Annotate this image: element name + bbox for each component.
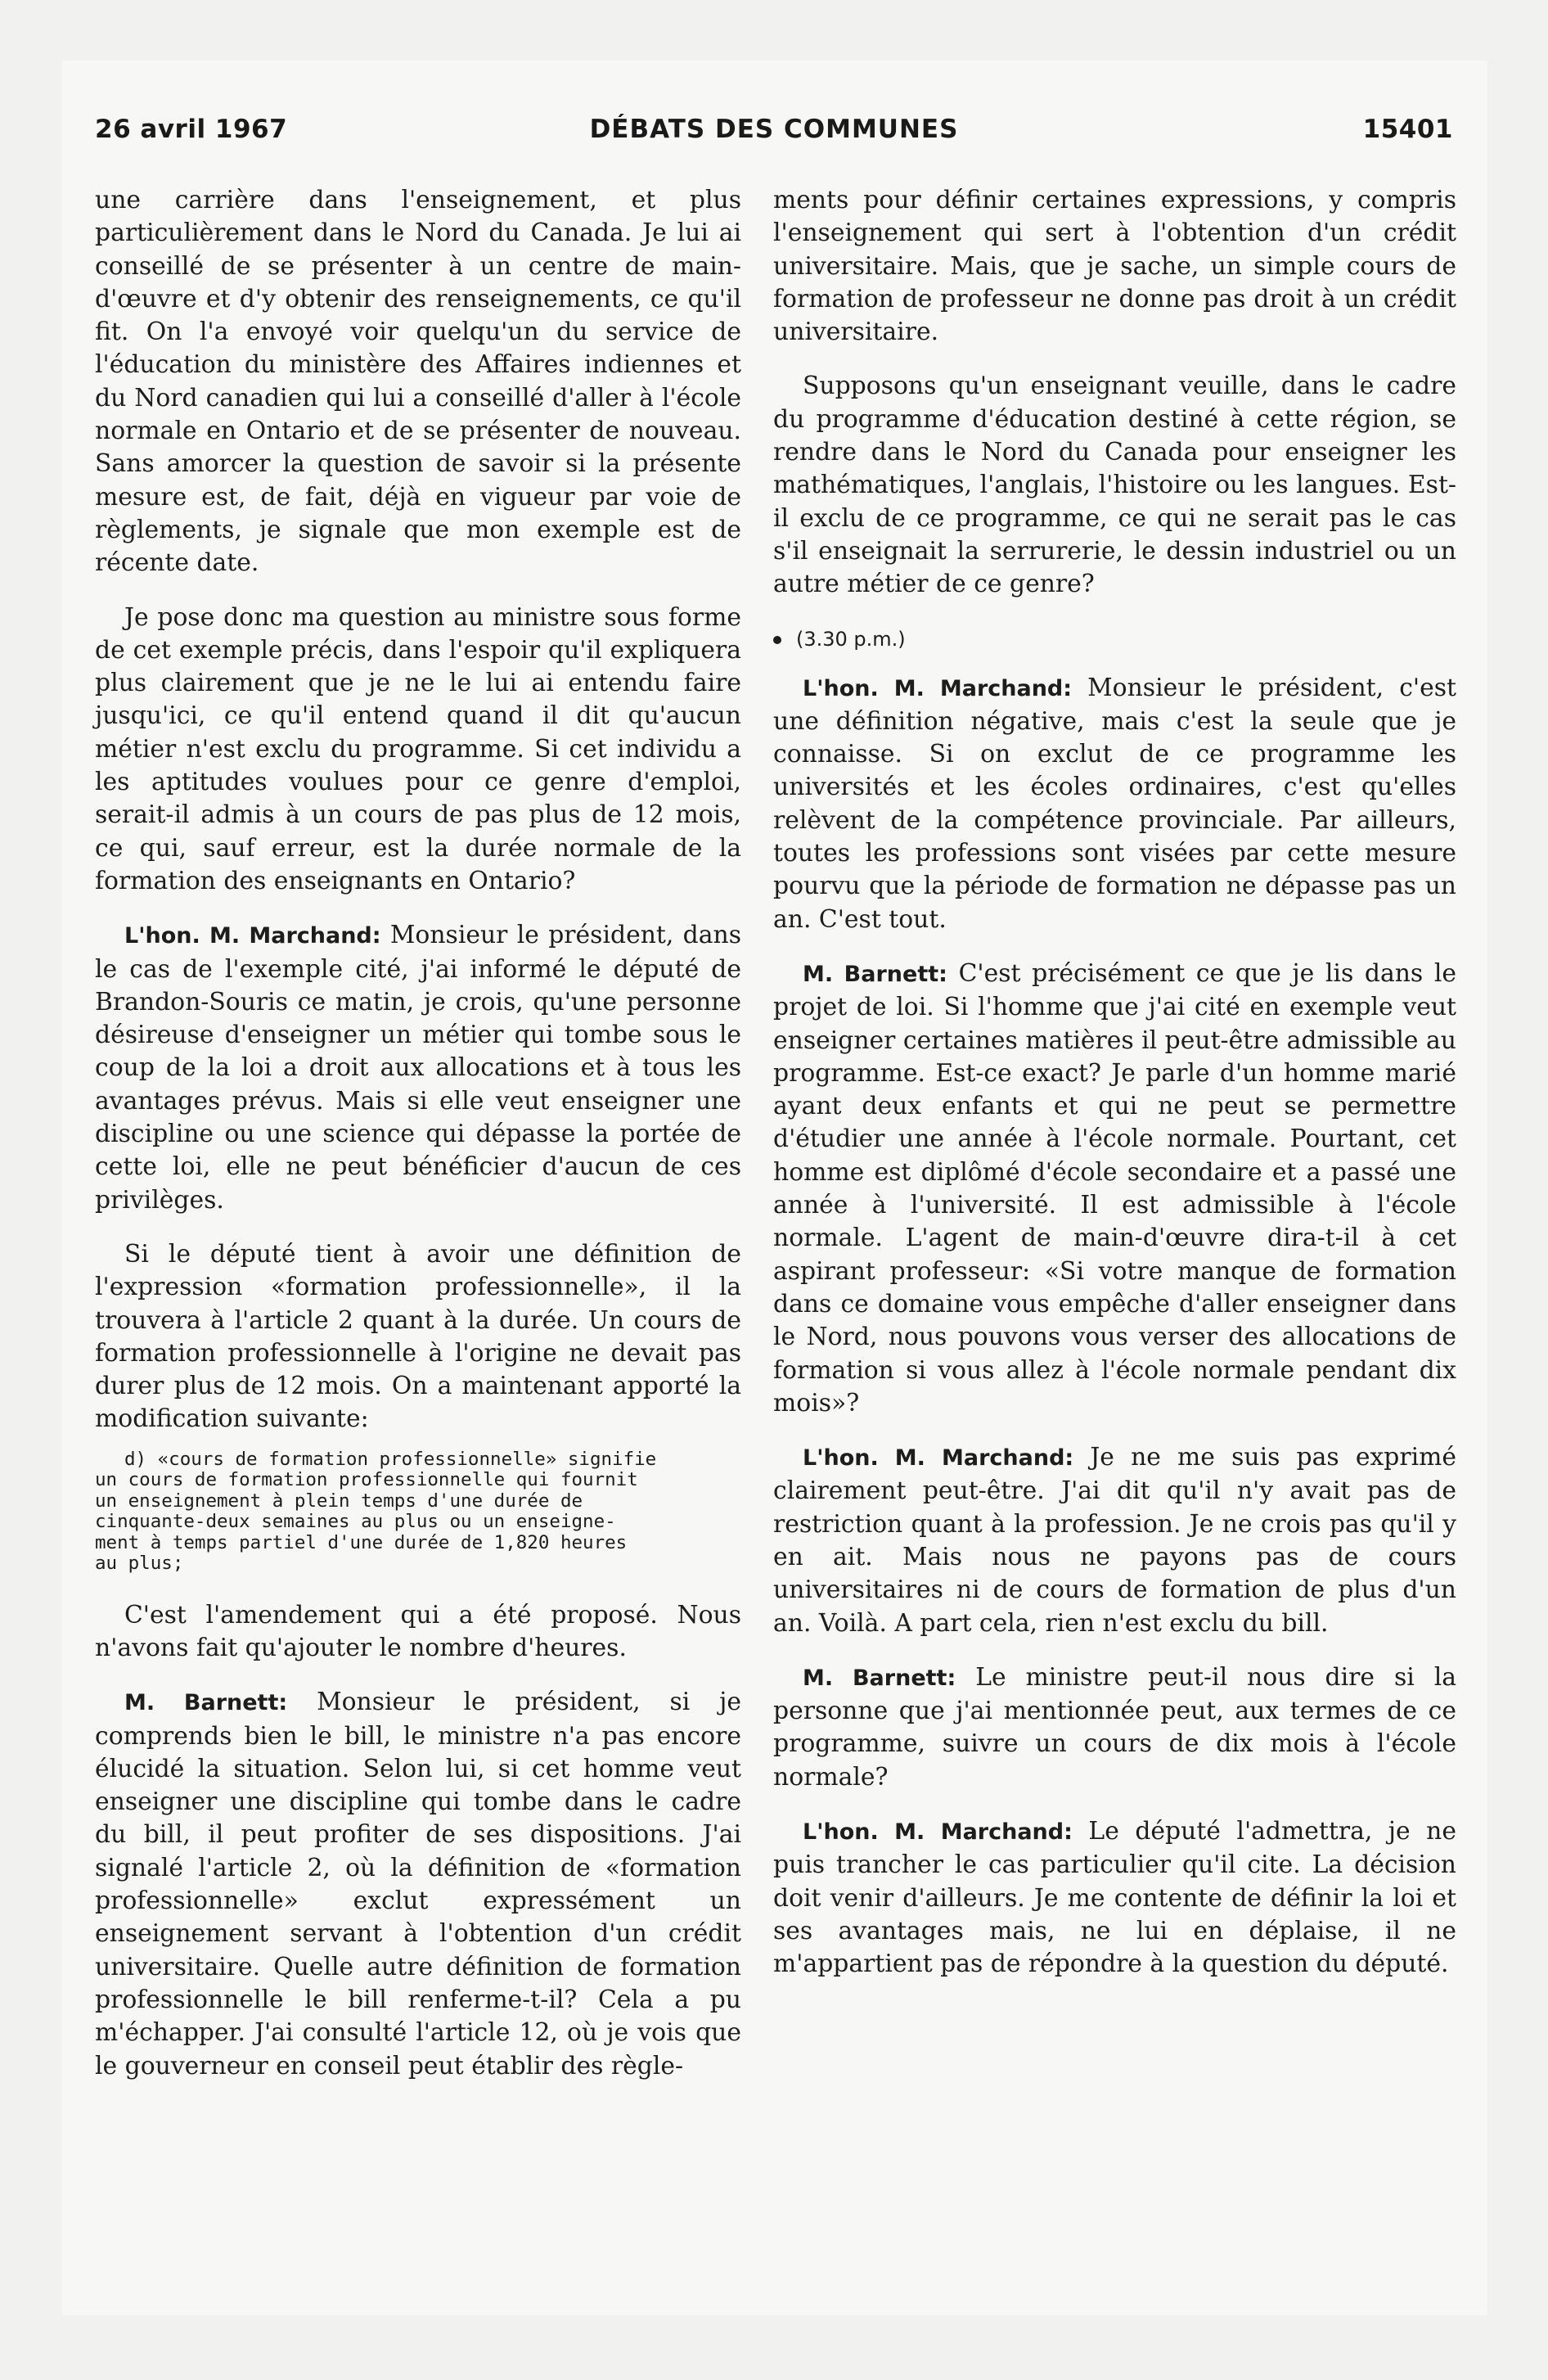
- bullet-icon: [773, 636, 781, 644]
- paragraph: une carrière dans l'enseignement, et plus particulièrement dans le Nord du Canada. Je lui ai conseillé de se présenter à un centre de main-d'œuvre et d'y obtenir des renseignements, ce qu'il fit. On l'a envoyé voir quelqu'un du service de l'éducation du ministère des Affaires indiennes et du Nord canadien qui lui a conseillé d'aller à l'école normale en Ontario et de se présenter de nouveau. Sans amorcer la question de savoir si la présente mesure est, de fait, déjà en vigueur par voie de règlements, je signale que mon exemple est de récente date.: [95, 186, 741, 578]
- speaker-name: L'hon. M. Marchand:: [803, 1445, 1074, 1472]
- left-column: [95, 184, 741, 2104]
- speech-text: Monsieur le président, si je comprends bien le bill, le ministre n'a pas encore élucidé la situation. Selon lui, si cet homme veut enseigner une discipline qui tombe dans le cadre du bill, il peut profiter de ses dispositions. J'ai signalé l'article 2, où la définition de «formation professionnelle» exclut expressément un enseignement servant à l'obtention d'un crédit universitaire. Quelle autre définition de formation professionnelle le bill renferme-t-il? Cela a pu m'échapper. J'ai consulté l'article 12, où je vois que le gouverneur en conseil peut établir des règle-: [95, 1688, 742, 2080]
- header-title: DÉBATS DES COMMUNES: [589, 115, 959, 144]
- paragraph: [773, 1441, 1456, 1640]
- quote-line: au plus;: [95, 1553, 184, 1575]
- paragraph: [95, 919, 741, 1217]
- paragraph: [773, 1815, 1456, 1981]
- quote-line: cinquante-deux semaines au plus ou un enseigne-: [95, 1511, 616, 1533]
- quote-line: d) «cours de formation professionnelle» signifie: [124, 1448, 657, 1470]
- page-header: [95, 115, 1453, 154]
- paragraph: Si le député tient à avoir une définition de l'expression «formation professionnelle», il la trouvera à l'article 2 quant à la durée. Un cours de formation professionnelle à l'origine ne devait pas durer plus de 12 mois. On a maintenant apporté la modification suivante:: [95, 1239, 741, 1434]
- speech-text: C'est précisément ce que je lis dans le projet de loi. Si l'homme que j'ai cité en exemple veut enseigner certaines matières il peut-être admissible au programme. Est-ce exact? Je parle d'un homme marié ayant deux enfants et qui ne peut se permettre d'étudier une année à l'école normale. Pourtant, cet homme est diplômé d'école secondaire et a passé une année à l'université. Il est admissible à l'école normale. L'agent de main-d'œuvre dira-t-il à cet aspirant professeur: «Si votre manque de formation dans ce domaine vous empêche d'aller enseigner dans le Nord, nous pouvons vous verser des allocations de formation si vous allez à l'école normale pendant dix mois»?: [773, 958, 1456, 1418]
- right-column: [773, 184, 1456, 2003]
- timestamp: [773, 623, 1456, 656]
- quote-line: ment à temps partiel d'une durée de 1,820 heures: [95, 1531, 628, 1553]
- speaker-name: L'hon. M. Marchand:: [803, 675, 1073, 701]
- speech-text: Le député l'admettra, je ne puis trancher le cas particulier qu'il cite. La décision doit venir d'ailleurs. Je me contente de définir la loi et ses avantages mais, ne lui en déplaise, il ne m'appartient pas de répondre à la question du député.: [773, 1817, 1456, 1979]
- paragraph: Supposons qu'un enseignant veuille, dans le cadre du programme d'éducation destiné à cette région, se rendre dans le Nord du Canada pour enseigner les mathématiques, l'anglais, l'histoire ou les langues. Est-il exclu de ce programme, ce qui ne serait pas le cas s'il enseignait la serrurerie, le dessin industriel ou un autre métier de ce genre?: [773, 372, 1456, 599]
- speaker-name: L'hon. M. Marchand:: [124, 923, 381, 949]
- header-date: 26 avril 1967: [95, 115, 288, 144]
- speaker-name: M. Barnett:: [803, 1665, 956, 1691]
- speaker-name: M. Barnett:: [124, 1690, 288, 1716]
- paragraph: Je pose donc ma question au ministre sous forme de cet exemple précis, dans l'espoir qu'il expliquera plus clairement que je ne le lui ai entendu faire jusqu'ici, ce qu'il entend quand il dit qu'aucun métier n'est exclu du programme. Si cet individu a les aptitudes voulues pour ce genre d'emploi, serait-il admis à un cours de pas plus de 12 mois, ce qui, sauf erreur, est la durée normale de la formation des enseignants en Ontario?: [95, 602, 741, 895]
- speech-text: Je ne me suis pas exprimé clairement peut-être. J'ai dit qu'il n'y avait pas de restriction quant à la profession. Je ne crois pas qu'il y en ait. Mais nous ne payons pas de cours universitaires ni de cours de formation de plus d'un an. Voilà. A part cela, rien n'est exclu du bill.: [773, 1443, 1456, 1638]
- speaker-name: M. Barnett:: [803, 961, 947, 987]
- paragraph: [773, 672, 1456, 936]
- speech-text: Monsieur le président, c'est une définition négative, mais c'est la seule que je connaisse. Si on exclut de ce programme les universités et les écoles ordinaires, c'est qu'elles relèvent de la compétence provinciale. Par ailleurs, toutes les professions sont visées par cette mesure pourvu que la période de formation ne dépasse pas un an. C'est tout.: [773, 673, 1456, 934]
- paragraph: [773, 958, 1456, 1420]
- speaker-name: L'hon. M. Marchand:: [803, 1819, 1073, 1846]
- quoted-amendment: [95, 1449, 741, 1575]
- quote-line: un cours de formation professionnelle qui fournit: [95, 1469, 638, 1491]
- paragraph: [95, 1686, 741, 2083]
- paragraph: C'est l'amendement qui a été proposé. Nous n'avons fait qu'ajouter le nombre d'heures.: [95, 1600, 741, 1662]
- page-number: 15401: [1362, 115, 1453, 144]
- paragraph: ments pour définir certaines expressions, y compris l'enseignement qui sert à l'obtention d'un crédit universitaire. Mais, que je sache, un simple cours de formation de professeur ne donne pas droit à un crédit universitaire.: [773, 186, 1456, 347]
- paragraph: [773, 1661, 1456, 1794]
- timestamp-text: (3.30 p.m.): [796, 627, 906, 651]
- quote-line: un enseignement à plein temps d'une durée de: [95, 1490, 583, 1512]
- speech-text: Le ministre peut-il nous dire si la personne que j'ai mentionnée peut, aux termes de ce programme, suivre un cours de dix mois à l'école normale?: [773, 1662, 1457, 1792]
- speech-text: Monsieur le président, dans le cas de l'exemple cité, j'ai informé le député de Brandon-Souris ce matin, je crois, qu'une personne désireuse d'enseigner un métier qui tombe sous le coup de la loi a droit aux allocations et à tous les avantages prévus. Mais si elle veut enseigner une discipline ou une science qui dépasse la portée de cette loi, elle ne peut bénéficier d'aucun de ces privilèges.: [95, 921, 741, 1215]
